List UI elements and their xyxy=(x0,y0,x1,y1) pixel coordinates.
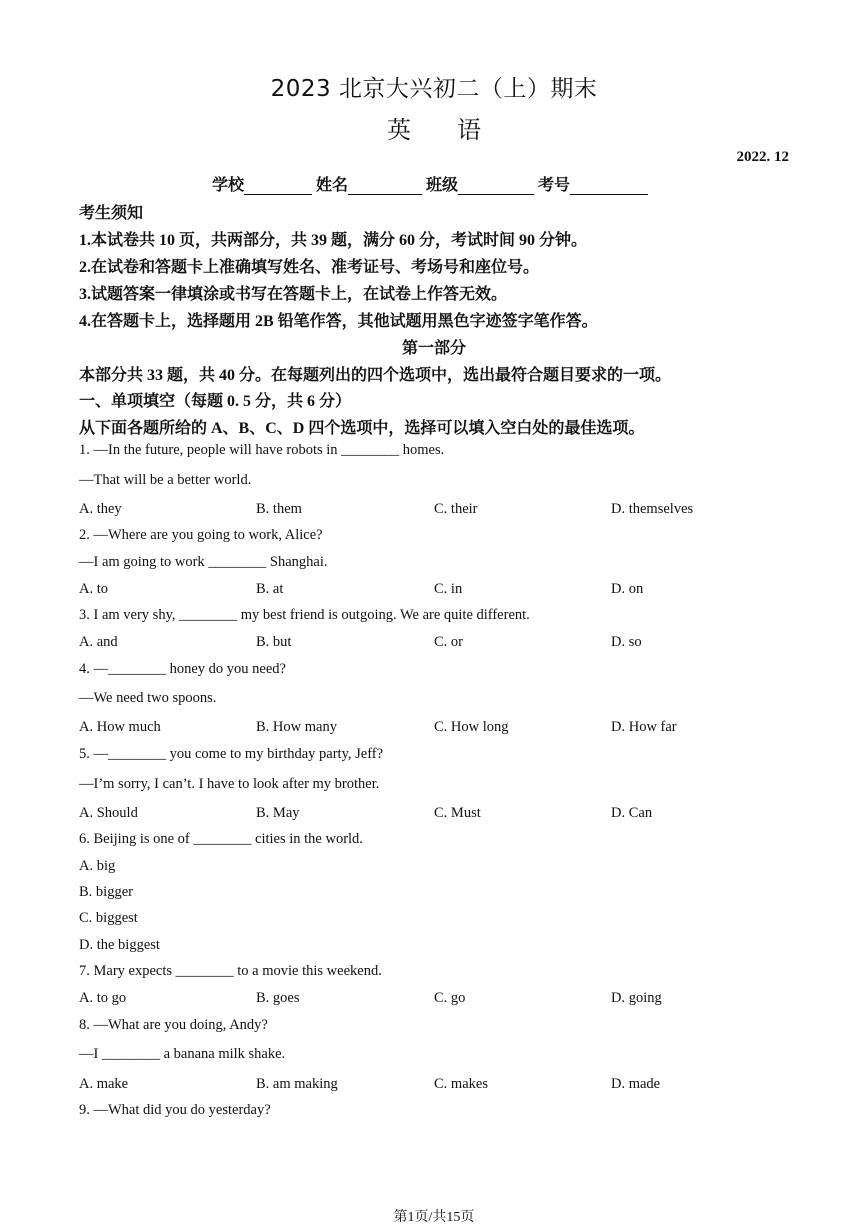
option-d: D. on xyxy=(611,581,644,597)
exam-title: 2023 北京大兴初二（上）期末 xyxy=(270,76,598,102)
exam-number-label: 考号 xyxy=(538,177,571,194)
option-d: D. so xyxy=(611,634,642,650)
option-c: C. How long xyxy=(434,719,509,735)
option-d: D. the biggest xyxy=(79,937,160,953)
class-blank[interactable] xyxy=(458,176,534,195)
question-stem: 2. —Where are you going to work, Alice? xyxy=(79,527,323,543)
notice-item: 1.本试卷共 10 页，共两部分，共 39 题，满分 60 分，考试时间 90 分钟。 xyxy=(79,232,588,249)
option-c: C. or xyxy=(434,634,463,650)
question-stem: 9. —What did you do yesterday? xyxy=(79,1102,271,1118)
option-a: A. big xyxy=(79,858,116,874)
option-d: D. going xyxy=(611,990,662,1006)
notice-item: 4.在答题卡上，选择题用 2B 铅笔作答，其他试题用黑色字迹签字笔作答。 xyxy=(79,313,598,330)
question-reply: —I’m sorry, I can’t. I have to look after my brother. xyxy=(79,776,380,792)
exam-subject: 英语 xyxy=(387,116,527,144)
option-d: D. themselves xyxy=(611,501,694,517)
option-b: B. How many xyxy=(256,719,337,735)
student-info-line xyxy=(212,172,652,195)
option-c: C. in xyxy=(434,581,463,597)
question-reply: —I am going to work ________ Shanghai. xyxy=(79,554,328,570)
part-intro: 本部分共 33 题，共 40 分。在每题列出的四个选项中，选出最符合题目要求的一项。 xyxy=(79,367,672,384)
question-stem: 8. —What are you doing, Andy? xyxy=(79,1017,268,1033)
option-b: B. goes xyxy=(256,990,300,1006)
notice-item: 2.在试卷和答题卡上准确填写姓名、准考证号、考场号和座位号。 xyxy=(79,259,540,276)
option-a: A. to xyxy=(79,581,108,597)
option-b: B. am making xyxy=(256,1076,338,1092)
notice-heading: 考生须知 xyxy=(79,205,144,222)
class-label: 班级 xyxy=(426,177,459,194)
question-stem: 3. I am very shy, ________ my best friend is outgoing. We are quite different. xyxy=(79,607,530,623)
option-a: A. and xyxy=(79,634,118,650)
exam-number-blank[interactable] xyxy=(570,176,648,195)
option-a: A. How much xyxy=(79,719,161,735)
question-stem: 7. Mary expects ________ to a movie this weekend. xyxy=(79,963,382,979)
option-b: B. at xyxy=(256,581,284,597)
option-b: B. but xyxy=(256,634,292,650)
option-a: A. to go xyxy=(79,990,127,1006)
option-b: B. bigger xyxy=(79,884,133,900)
name-label: 姓名 xyxy=(316,177,349,194)
question-reply: —That will be a better world. xyxy=(79,472,252,488)
part-heading: 第一部分 xyxy=(401,340,466,357)
exam-date: 2022. 12 xyxy=(736,149,789,165)
question-stem: 4. —________ honey do you need? xyxy=(79,661,286,677)
notice-item: 3.试题答案一律填涂或书写在答题卡上，在试卷上作答无效。 xyxy=(79,286,508,303)
school-blank[interactable] xyxy=(244,176,312,195)
option-b: B. them xyxy=(256,501,302,517)
option-b: B. May xyxy=(256,805,300,821)
question-stem: 5. —________ you come to my birthday party, Jeff? xyxy=(79,746,384,762)
option-d: D. Can xyxy=(611,805,653,821)
option-c: C. go xyxy=(434,990,466,1006)
question-reply: —We need two spoons. xyxy=(79,690,217,706)
question-stem: 1. —In the future, people will have robots in ________ homes. xyxy=(79,442,445,458)
section-instruction: 从下面各题所给的 A、B、C、D 四个选项中，选择可以填入空白处的最佳选项。 xyxy=(79,420,645,437)
option-c: C. their xyxy=(434,501,478,517)
page-number: 第1页/共15页 xyxy=(393,1210,475,1225)
option-a: A. make xyxy=(79,1076,129,1092)
option-a: A. Should xyxy=(79,805,138,821)
school-label: 学校 xyxy=(212,177,245,194)
question-reply: —I ________ a banana milk shake. xyxy=(79,1046,286,1062)
option-c: C. Must xyxy=(434,805,481,821)
name-blank[interactable] xyxy=(348,176,422,195)
option-d: D. How far xyxy=(611,719,677,735)
option-c: C. makes xyxy=(434,1076,488,1092)
section-title: 一、单项填空（每题 0. 5 分，共 6 分） xyxy=(79,393,352,410)
question-stem: 6. Beijing is one of ________ cities in the world. xyxy=(79,831,363,847)
option-d: D. made xyxy=(611,1076,661,1092)
option-a: A. they xyxy=(79,501,122,517)
option-c: C. biggest xyxy=(79,910,138,926)
